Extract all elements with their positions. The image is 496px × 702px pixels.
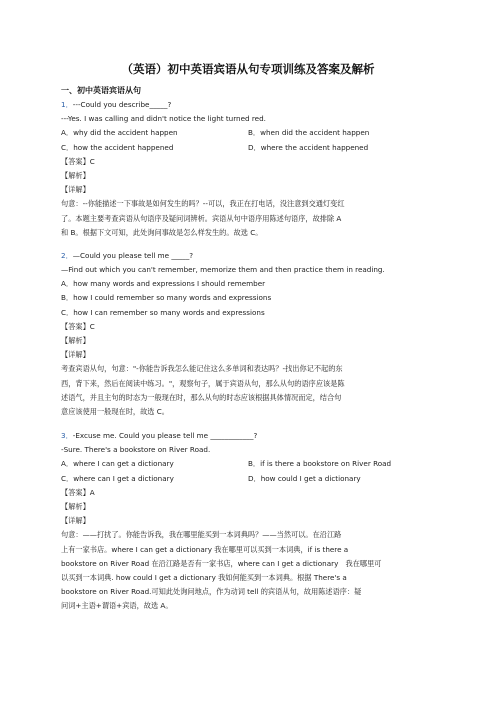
page-title: （英语）初中英语宾语从句专项训练及答案及解析 bbox=[121, 62, 375, 76]
question-2-answer: 【答案】C bbox=[61, 322, 95, 331]
question-3-answer: 【答案】A bbox=[61, 488, 95, 497]
question-3-number: 3． bbox=[61, 431, 73, 440]
question-3-dialog: -Sure. There's a bookstore on River Road. bbox=[61, 445, 211, 454]
question-2-option-a: A．how many words and expressions I should remember bbox=[61, 279, 266, 288]
question-3-option-b: B．if is there a bookstore on River Road bbox=[248, 459, 392, 468]
question-3-explanation-3: bookstore on River Road 在沿江路是否有一家书店，where can I get a dictionary 我在哪里可 bbox=[61, 559, 382, 568]
question-2-dialog: —Find out which you can't remember, memorize them and then practice them in reading. bbox=[61, 265, 385, 274]
question-3-option-a: A．where I can get a dictionary bbox=[61, 459, 174, 468]
question-1-explanation-3: 和 B。根据下文可知，此处询问事故是怎么样发生的。故选 C。 bbox=[61, 228, 263, 237]
question-2-option-b: B．how I could remember so many words and expressions bbox=[61, 293, 272, 302]
question-1-option-c: C．how the accident happened bbox=[61, 143, 174, 152]
question-3-explanation-1: 句意：——打扰了。你能告诉我，我在哪里能买到一本词典吗？——当然可以。在沿江路 bbox=[61, 530, 342, 539]
question-2-explanation-2: 西，背下来，然后在阅读中练习。"，观察句子，属于宾语从句，那么从句的语序应该是陈 bbox=[61, 379, 345, 388]
question-3-option-d: D．how could I get a dictionary bbox=[248, 474, 361, 483]
question-1-explanation-1: 句意：--你能描述一下事故是如何发生的吗？--可以，我正在打电话，没注意到交通灯变红 bbox=[61, 199, 345, 208]
question-2-detail: 【详解】 bbox=[61, 350, 90, 359]
question-2-option-c: C．how I can remember so many words and expressions bbox=[61, 308, 265, 317]
question-3-explanation-5: bookstore on River Road.可知此处询问地点，作为动词 tell 的宾语从句，故用陈述语序：疑 bbox=[61, 587, 362, 596]
question-1-dialog: ---Yes. I was calling and didn't notice the light turned red. bbox=[61, 114, 266, 123]
question-1-answer: 【答案】C bbox=[61, 157, 95, 166]
question-1-option-b: B．when did the accident happen bbox=[248, 128, 370, 137]
question-2-explanation-1: 考查宾语从句，句意："-你能告诉我怎么能记住这么多单词和表达吗？-找出你记不起的东 bbox=[61, 364, 343, 373]
section-heading: 一、初中英语宾语从句 bbox=[61, 86, 141, 95]
question-1-option-a: A．why did the accident happen bbox=[61, 128, 178, 137]
question-3-stem: 3．-Excuse me. Could you please tell me ____________? bbox=[61, 431, 258, 440]
question-1-analysis: 【解析】 bbox=[61, 171, 90, 180]
question-3-explanation-6: 问词+主语+谓语+宾语，故选 A。 bbox=[61, 601, 173, 610]
question-3-analysis: 【解析】 bbox=[61, 502, 90, 511]
question-3-option-c: C．where can I get a dictionary bbox=[61, 474, 174, 483]
question-2-explanation-3: 述语气，并且主句的时态为一般现在时，那么从句的时态应该根据具体情况而定，结合句 bbox=[61, 393, 342, 402]
question-1-option-d: D．where the accident happened bbox=[248, 143, 369, 152]
question-1-detail: 【详解】 bbox=[61, 185, 90, 194]
question-2-analysis: 【解析】 bbox=[61, 336, 90, 345]
question-2-stem: 2．—Could you please tell me _____? bbox=[61, 251, 194, 260]
question-1-explanation-2: 了。本题主要考查宾语从句语序及疑问词辨析。宾语从句中语序用陈述句语序，故排除 A bbox=[61, 214, 342, 223]
question-2-explanation-4: 意应该使用一般现在时，故选 C。 bbox=[61, 407, 169, 416]
question-3-explanation-4: 以买到一本词典. how could I get a dictionary 我如何能买到一本词典。根据 There's a bbox=[61, 573, 347, 582]
question-3-explanation-2: 上有一家书店。where I can get a dictionary 我在哪里可以买到一本词典，if is there a bbox=[61, 545, 349, 554]
question-3-detail: 【详解】 bbox=[61, 516, 90, 525]
question-1-stem: 1．---Could you describe_____? bbox=[61, 100, 172, 109]
question-2-number: 2． bbox=[61, 251, 73, 260]
question-1-number: 1． bbox=[61, 100, 73, 109]
